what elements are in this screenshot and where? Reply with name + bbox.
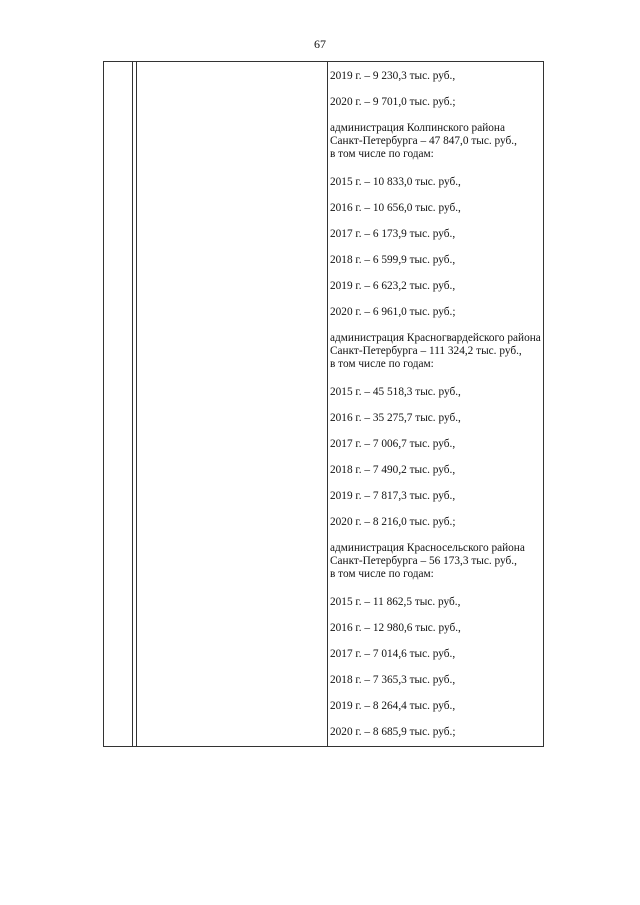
document-table bbox=[103, 61, 544, 747]
text-line: 2019 г. – 7 817,3 тыс. руб., bbox=[330, 490, 456, 502]
text-line: администрация Колпинского района bbox=[330, 122, 505, 134]
text-line: Санкт-Петербурга – 111 324,2 тыс. руб., bbox=[330, 345, 522, 357]
text-line: 2020 г. – 6 961,0 тыс. руб.; bbox=[330, 306, 456, 318]
text-line: 2015 г. – 11 862,5 тыс. руб., bbox=[330, 596, 461, 608]
text-line: 2019 г. – 8 264,4 тыс. руб., bbox=[330, 700, 456, 712]
text-line: 2018 г. – 7 490,2 тыс. руб., bbox=[330, 464, 456, 476]
text-line: 2019 г. – 9 230,3 тыс. руб., bbox=[330, 70, 456, 82]
column-divider bbox=[132, 62, 133, 746]
column-divider bbox=[327, 62, 328, 746]
text-line: 2020 г. – 8 685,9 тыс. руб.; bbox=[330, 726, 456, 738]
text-line: администрация Красногвардейского района bbox=[330, 332, 541, 344]
text-line: 2017 г. – 6 173,9 тыс. руб., bbox=[330, 228, 456, 240]
text-line: в том числе по годам: bbox=[330, 148, 434, 160]
text-line: 2018 г. – 6 599,9 тыс. руб., bbox=[330, 254, 456, 266]
text-line: 2018 г. – 7 365,3 тыс. руб., bbox=[330, 674, 456, 686]
text-line: 2017 г. – 7 006,7 тыс. руб., bbox=[330, 438, 456, 450]
text-line: в том числе по годам: bbox=[330, 568, 434, 580]
column-divider bbox=[136, 62, 137, 746]
text-line: 2016 г. – 10 656,0 тыс. руб., bbox=[330, 202, 461, 214]
text-line: администрация Красносельского района bbox=[330, 542, 525, 554]
page-number: 67 bbox=[314, 37, 326, 51]
text-line: в том числе по годам: bbox=[330, 358, 434, 370]
text-line: Санкт-Петербурга – 47 847,0 тыс. руб., bbox=[330, 135, 517, 147]
text-line: 2015 г. – 45 518,3 тыс. руб., bbox=[330, 386, 461, 398]
text-line: 2019 г. – 6 623,2 тыс. руб., bbox=[330, 280, 456, 292]
text-line: 2015 г. – 10 833,0 тыс. руб., bbox=[330, 176, 461, 188]
text-line: 2016 г. – 35 275,7 тыс. руб., bbox=[330, 412, 461, 424]
text-line: Санкт-Петербурга – 56 173,3 тыс. руб., bbox=[330, 555, 517, 567]
text-line: 2020 г. – 8 216,0 тыс. руб.; bbox=[330, 516, 456, 528]
text-line: 2020 г. – 9 701,0 тыс. руб.; bbox=[330, 96, 456, 108]
text-line: 2016 г. – 12 980,6 тыс. руб., bbox=[330, 622, 461, 634]
funding-cell bbox=[330, 62, 543, 746]
text-line: 2017 г. – 7 014,6 тыс. руб., bbox=[330, 648, 456, 660]
